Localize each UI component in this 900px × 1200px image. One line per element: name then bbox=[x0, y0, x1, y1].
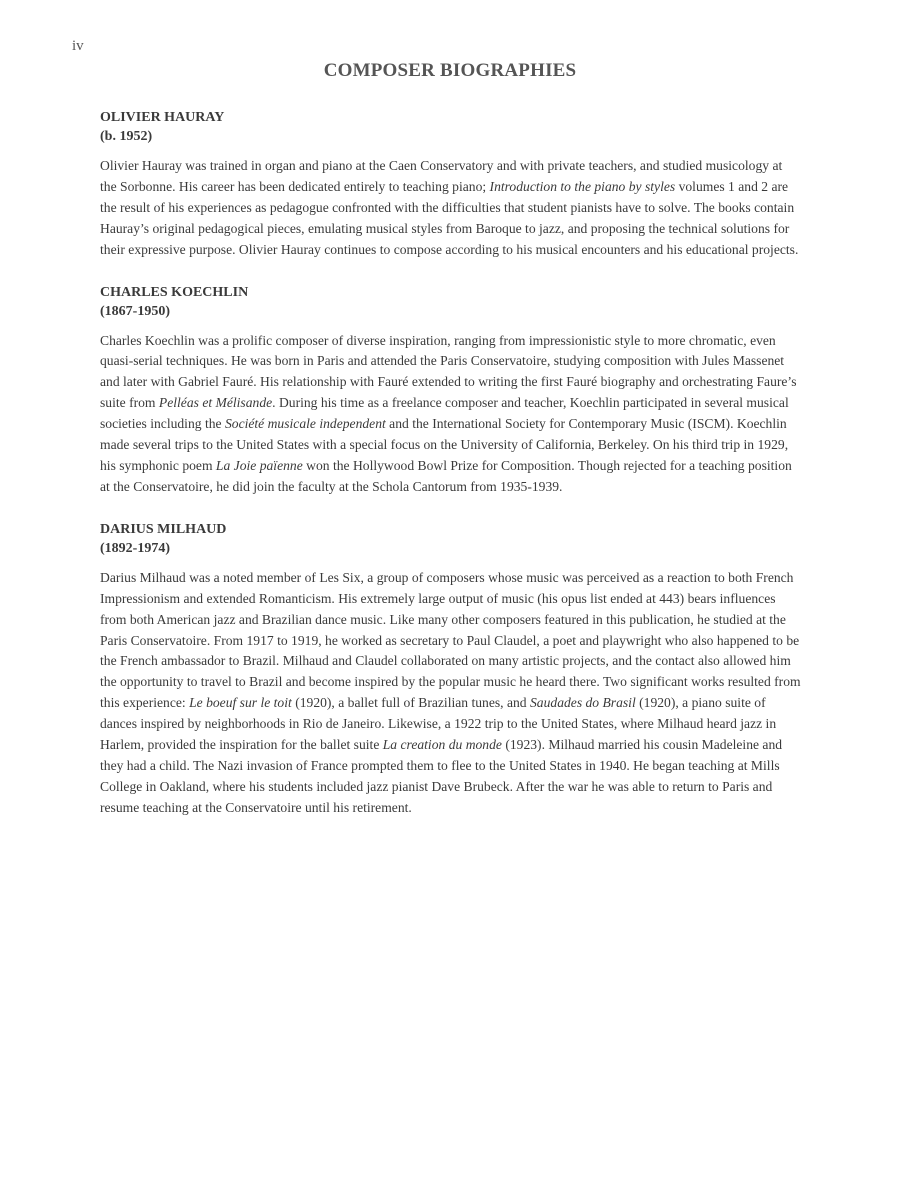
bio-charles-koechlin bbox=[100, 283, 802, 498]
biographies bbox=[100, 108, 802, 841]
biography-text bbox=[100, 568, 802, 819]
bio-darius-milhaud bbox=[100, 520, 802, 819]
text-segment: (1920), a ballet full of Brazilian tunes, and bbox=[291, 695, 530, 711]
text-segment: volumes 1 and 2 are the result of his experiences as pedagogue confronted with the difficulties that student pianists have to solve. The books contain Hauray’s original pedagogical pieces, emulating musical styles from Baroque to jazz, and proposing the technical solutions for their expressive purpose. Olivier Hauray continues to compose according to his musical encounters and his educational projects. bbox=[100, 178, 799, 257]
text-segment: won the Hollywood Bowl Prize for Composition. Though rejected for a teaching position at the Conservatoire, he did join the faculty at the Schola Cantorum from 1935-1939. bbox=[100, 457, 792, 494]
text-segment: (1920), a piano suite of dances inspired by neighborhoods in Rio de Janeiro. Likewise, a 1922 trip to the United States, where Milhaud heard jazz in Harlem, provided the inspiration for the ballet suite bbox=[100, 695, 777, 753]
text-segment: (1923). Milhaud married his cousin Madeleine and they had a child. The Nazi invasion of France prompted them to flee to the United States in 1940. He began teaching at Mills College in Oakland, where his students included jazz pianist Dave Brubeck. After the war he was able to return to Paris and resume teaching at the Conservatoire until his retirement. bbox=[100, 737, 783, 815]
composer-name: DARIUS MILHAUD bbox=[100, 521, 227, 537]
text-segment: and the International Society for Contemporary Music (ISCM). Koechlin made several trips to the United States with a special focus on the University of California, Berkeley. On his third trip in 1929, his symphonic poem bbox=[100, 416, 789, 473]
work-title: Introduction to the piano by styles bbox=[489, 178, 676, 194]
composer-dates: (1892-1974) bbox=[100, 540, 170, 556]
work-title: Le boeuf sur le toit bbox=[189, 695, 292, 711]
page-title: COMPOSER BIOGRAPHIES bbox=[323, 60, 577, 81]
biography-text bbox=[100, 331, 802, 498]
composer-name: OLIVIER HAURAY bbox=[100, 110, 225, 125]
composer-name: CHARLES KOECHLIN bbox=[100, 284, 249, 300]
work-title: Saudades do Brasil bbox=[530, 695, 636, 711]
composer-dates: (1867-1950) bbox=[100, 303, 170, 319]
bio-olivier-hauray bbox=[100, 108, 802, 261]
biography-text bbox=[100, 156, 802, 261]
composer-dates: (b. 1952) bbox=[100, 129, 153, 144]
work-title: La Joie païenne bbox=[215, 457, 303, 473]
text-segment: . During his time as a freelance composer and teacher, Koechlin participated in several musical societies including the bbox=[100, 395, 789, 432]
society-name: Société musicale independent bbox=[224, 416, 386, 432]
page-number: iv bbox=[72, 38, 84, 54]
work-title: Pelléas et Mélisande bbox=[158, 395, 273, 411]
work-title: La creation du monde bbox=[382, 737, 502, 753]
text-segment: Olivier Hauray was trained in organ and piano at the Caen Conservatory and with private teachers, and studied musicology at the Sorbonne. His career has been dedicated entirely to teaching piano; bbox=[100, 158, 783, 194]
text-segment: Charles Koechlin was a prolific composer of diverse inspiration, ranging from impressionistic style to more chromatic, even quasi-serial techniques. He was born in Paris and attended the Paris Conservatoire, studying composition with Jules Massenet and later with Gabriel Fauré. His relationship with Fauré extended to writing the first Fauré biography and orchestrating Faure’s suite from bbox=[100, 332, 797, 411]
text-segment: Darius Milhaud was a noted member of Les Six, a group of composers whose music was perceived as a reaction to both French Impressionism and extended Romanticism. His extremely large output of music (his opus list ended at 443) bears influences from both American jazz and Brazilian dance music. Like many other composers featured in this publication, he studied at the Paris Conservatoire. From 1917 to 1919, he worked as secretary to Paul Claudel, a poet and playwright who also happened to be the French ambassador to Brazil. Milhaud and Claudel collaborated on many artistic projects, and the contact also allowed him the opportunity to travel to Brazil and become inspired by the popular music he heard there. Two significant works resulted from this experience: bbox=[100, 569, 801, 711]
